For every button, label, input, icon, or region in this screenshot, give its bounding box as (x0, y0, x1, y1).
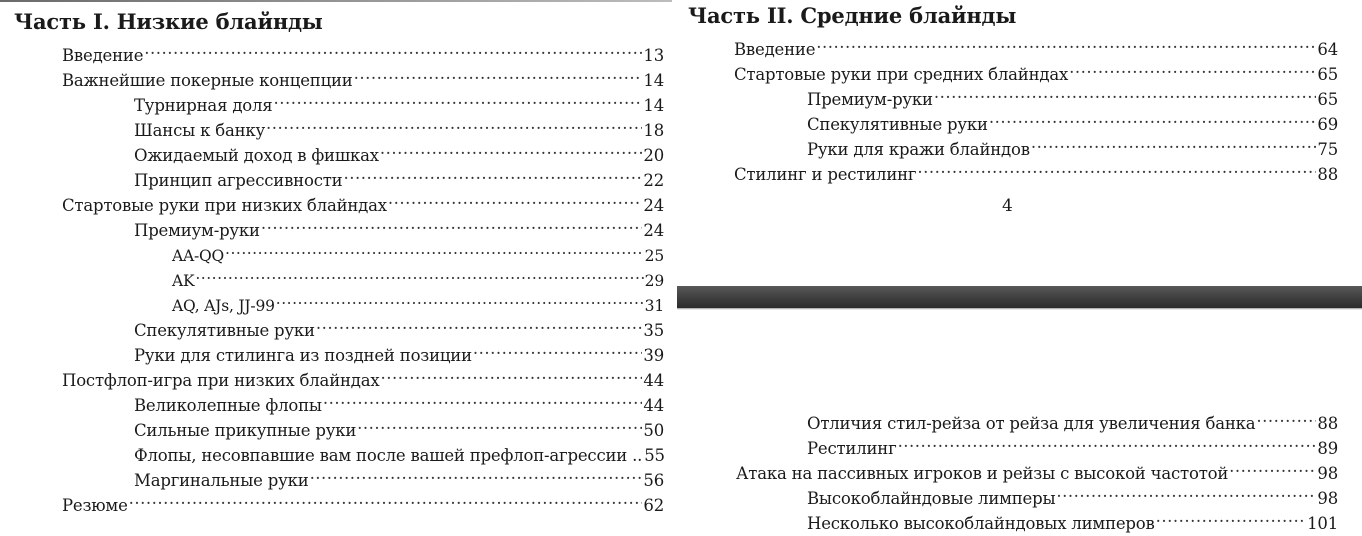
toc-entry-label: Резюме (62, 496, 128, 515)
toc-part-2 (688, 2, 1338, 184)
dot-leader (276, 286, 644, 311)
dot-leader (898, 429, 1317, 454)
toc-entry-page: 55 (644, 446, 665, 465)
toc-entry-page: 13 (643, 46, 664, 65)
toc-entry[interactable] (14, 411, 664, 440)
toc-entry-label: Великолепные флопы (134, 396, 322, 415)
toc-entry[interactable] (14, 286, 664, 315)
toc-entry-page: 14 (643, 96, 664, 115)
toc-entry-label: AK (172, 272, 195, 290)
toc-entry-label: Спекулятивные руки (134, 321, 315, 340)
toc-entry-page: 50 (643, 421, 664, 440)
toc-entry-page: 101 (1307, 514, 1338, 533)
toc-entry-label: Турнирная доля (134, 96, 273, 115)
dot-leader (129, 486, 643, 511)
dot-leader (989, 105, 1317, 130)
toc-entry-label: Постфлоп-игра при низких блайндах (62, 371, 380, 390)
toc-entry[interactable] (14, 136, 664, 165)
toc-entry[interactable] (14, 461, 664, 490)
toc-entry-label: Маргинальные руки (134, 471, 309, 490)
toc-entry[interactable] (14, 336, 664, 365)
toc-part-2-continued (688, 404, 1338, 533)
toc-entry-page: 25 (644, 247, 664, 265)
toc-entry[interactable] (688, 155, 1338, 184)
dot-leader (1031, 130, 1317, 155)
dot-leader (310, 461, 643, 486)
toc-entry-page: 98 (1317, 464, 1338, 483)
toc-entry-label: Стартовые руки при низких блайндах (62, 196, 387, 215)
toc-entry[interactable] (688, 429, 1338, 458)
toc-entry[interactable] (14, 111, 664, 140)
toc-entry-label: Премиум-руки (134, 221, 260, 240)
toc-entry-label: Введение (734, 40, 816, 59)
toc-entry-label: Атака на пассивных игроков и рейзы с высокой частотой (736, 464, 1229, 483)
toc-entry-page: 22 (643, 171, 664, 190)
toc-entry[interactable] (688, 30, 1338, 59)
toc-entry[interactable] (14, 36, 664, 65)
toc-entry-label: Несколько высокоблайндовых лимперов (807, 514, 1155, 533)
dot-leader (274, 86, 643, 111)
dot-leader (381, 361, 643, 386)
dot-leader (934, 80, 1317, 105)
toc-entry-page: 20 (643, 146, 664, 165)
toc-entry[interactable] (688, 105, 1338, 134)
toc-entry-page: 69 (1317, 115, 1338, 134)
dot-leader (388, 186, 643, 211)
toc-entry-page: 56 (643, 471, 664, 490)
toc-entry[interactable] (14, 261, 664, 290)
toc-entry-label: Стилинг и рестилинг (734, 165, 917, 184)
dot-leader (1069, 55, 1316, 80)
dot-leader (1156, 504, 1306, 529)
page-break-divider (677, 286, 1362, 308)
toc-entry-label: Премиум-руки (807, 90, 933, 109)
toc-entry-page: 75 (1317, 140, 1338, 159)
dot-leader (357, 411, 642, 436)
toc-entry-page: 24 (643, 196, 664, 215)
toc-entry-page: 31 (644, 297, 664, 315)
toc-entry-page: 88 (1317, 414, 1338, 433)
part-1-title: Часть I. Низкие блайнды (14, 9, 323, 34)
toc-entry-page: 44 (643, 371, 664, 390)
toc-entry-page: 64 (1317, 40, 1338, 59)
toc-entry-label: Сильные прикупные руки (134, 421, 357, 440)
toc-entry-page: 24 (643, 221, 664, 240)
toc-entry-page: 98 (1317, 489, 1338, 508)
toc-entry-label: Принцип агрессивности (134, 171, 343, 190)
toc-entry-label: Важнейшие покерные концепции (62, 71, 353, 90)
toc-entry-label: Руки для кражи блайндов (807, 140, 1030, 159)
toc-entry-label: Флопы, несовпавшие вам после вашей префлоп-агрессии .. (134, 446, 643, 465)
dot-leader (354, 61, 643, 86)
toc-entry[interactable] (14, 311, 664, 340)
toc-entry-page: 39 (643, 346, 664, 365)
toc-entry[interactable] (688, 454, 1338, 483)
toc-entry-label: Отличия стил-рейза от рейза для увеличения банка (807, 414, 1256, 433)
toc-entry[interactable] (14, 486, 664, 515)
toc-entry-label: AQ, AJs, JJ-99 (172, 297, 275, 315)
toc-entry-label: Введение (62, 46, 144, 65)
toc-entry-page: 88 (1317, 165, 1338, 184)
toc-entry-page: 65 (1317, 90, 1338, 109)
dot-leader (1229, 454, 1316, 479)
part-2-title: Часть II. Средние блайнды (688, 3, 1017, 28)
toc-entry-page: 44 (643, 396, 664, 415)
dot-leader (473, 336, 642, 361)
dot-leader (144, 36, 642, 61)
dot-leader (323, 386, 643, 411)
toc-entry[interactable] (688, 404, 1338, 433)
toc-entry-page: 62 (643, 496, 664, 515)
toc-part-1 (14, 8, 665, 515)
dot-leader (816, 30, 1316, 55)
page-number: 4 (1002, 196, 1013, 216)
toc-entry-label: AA-QQ (172, 247, 225, 265)
dot-leader (343, 161, 642, 186)
toc-entry-label: Рестилинг (807, 439, 897, 458)
dot-leader (225, 236, 644, 261)
dot-leader (266, 111, 642, 136)
toc-entry-page: 14 (643, 71, 664, 90)
dot-leader (917, 155, 1316, 180)
toc-entry-label: Ожидаемый доход в фишках (134, 146, 379, 165)
toc-entry-page: 18 (643, 121, 664, 140)
toc-entry-label: Руки для стилинга из поздней позиции (134, 346, 472, 365)
dot-leader (195, 261, 643, 286)
toc-entry-label: Стартовые руки при средних блайндах (734, 65, 1069, 84)
toc-entry-label: Спекулятивные руки (807, 115, 988, 134)
toc-entry-page: 29 (644, 272, 664, 290)
toc-entry-label: Высокоблайндовые лимперы (807, 489, 1056, 508)
dot-leader (316, 311, 643, 336)
toc-entry-label: Шансы к банку (134, 121, 266, 140)
toc-entry-page: 65 (1317, 65, 1338, 84)
dot-leader (261, 211, 643, 236)
toc-entry-page: 89 (1317, 439, 1338, 458)
dot-leader (380, 136, 643, 161)
dot-leader (1056, 479, 1316, 504)
toc-entry[interactable] (688, 130, 1338, 159)
dot-leader (1256, 404, 1316, 429)
toc-entry[interactable] (14, 236, 664, 265)
toc-entry-page: 35 (643, 321, 664, 340)
top-rule (0, 0, 672, 2)
